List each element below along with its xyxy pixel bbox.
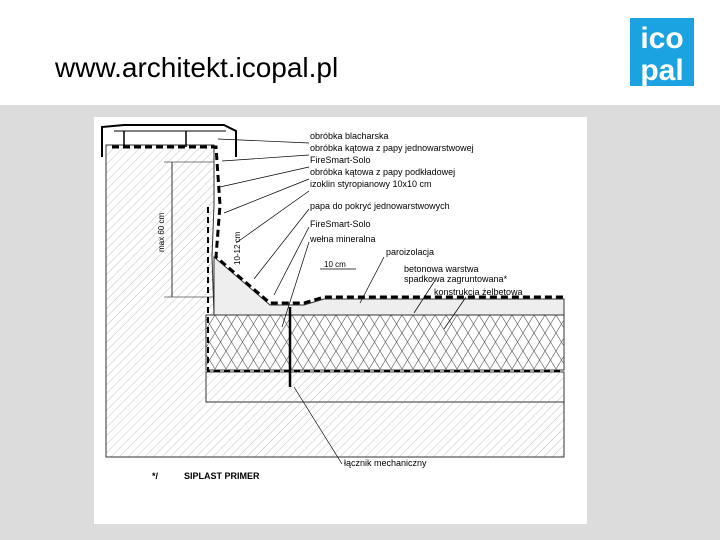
logo-line-1: ico (640, 22, 684, 55)
dimension-horizontal: 10 cm (324, 260, 346, 269)
callout-label: spadkowa zagruntowana* (404, 274, 508, 284)
icopal-logo (630, 18, 694, 86)
callout-label: betonowa warstwa (404, 264, 479, 274)
footnote-text: SIPLAST PRIMER (184, 471, 260, 481)
callout-label: obróbka kątowa z papy podkładowej (310, 167, 456, 177)
content-area (0, 105, 720, 540)
callout-label: łącznik mechaniczny (344, 458, 427, 468)
page-header (0, 0, 720, 105)
callout-label: papa do pokryć jednowarstwowych (310, 201, 450, 211)
dimension-upstand: 10-12 cm (233, 231, 242, 265)
roof-parapet-detail (94, 117, 587, 524)
footnote-marker: */ (152, 471, 159, 481)
dimension-height: max 60 cm (157, 212, 166, 252)
callout-label: konstrukcja żelbetowa (434, 287, 523, 297)
logo-line-2: pal (640, 54, 684, 86)
site-url: www.architekt.icopal.pl (55, 52, 339, 83)
callout-label: obróbka blacharska (310, 131, 389, 141)
cant-strip (214, 257, 564, 315)
callout-label: paroizolacja (386, 247, 435, 257)
technical-drawing-panel (94, 117, 587, 524)
callout-label: FireSmart-Solo (310, 219, 371, 229)
callout-label: obróbka kątowa z papy jednowarstwowej (310, 143, 474, 153)
callout-label: wełna mineralna (310, 234, 376, 244)
callout-label: FireSmart-Solo (310, 155, 371, 165)
callout-label: izoklin styropianowy 10x10 cm (310, 179, 432, 189)
